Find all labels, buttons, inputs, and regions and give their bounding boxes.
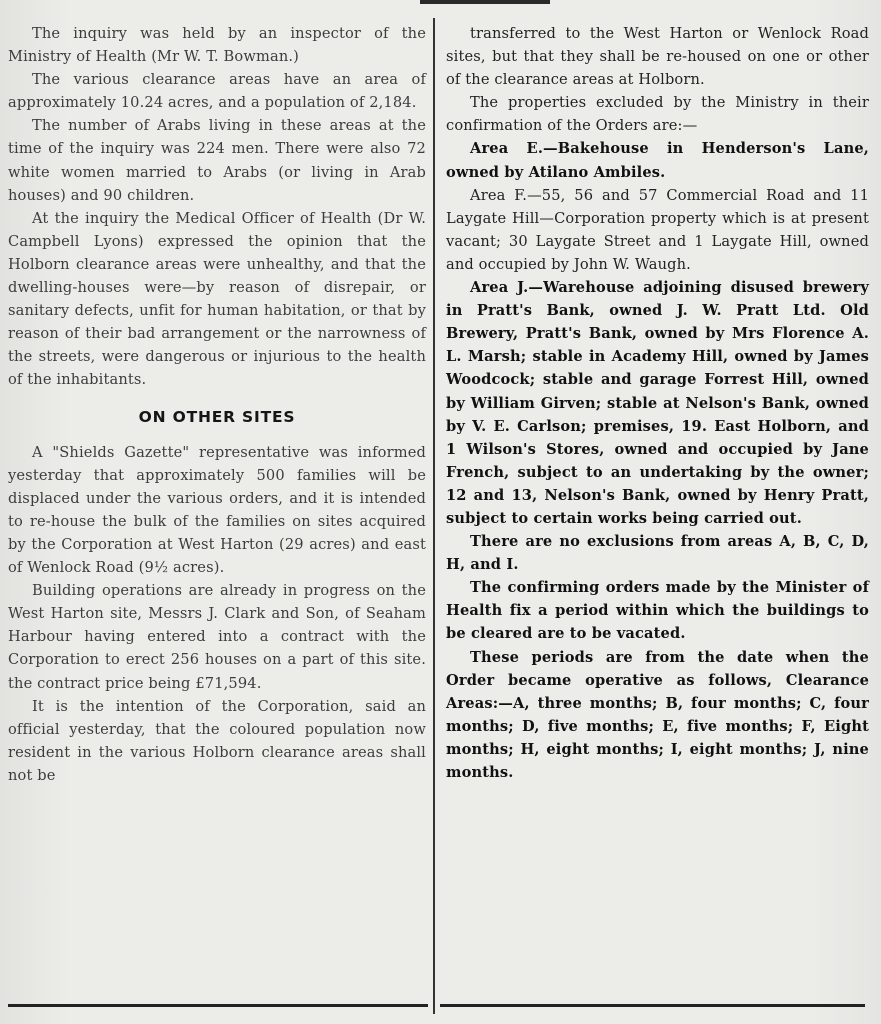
bottom-rule-right [440,1004,865,1007]
paragraph-periods: These periods are from the date when the Order became operative as follows, Clearance Areas:—A, three months; B, four months; C, four months; D, five months; E, five months; F, Eight months; H, eight months; I, eight months; J, nine months. [446,648,869,781]
paragraph-inquiry: The inquiry was held by an inspector of the Ministry of Health (Mr W. T. Bowman.) [8,25,426,66]
paragraph-building-operations: Building operations are already in progress on the West Harton site, Messrs J. Clark and Son, of Seaham Harbour having entered into a contract with the Corporation to erect 256 houses on a part of this site. the contract price being £71,594. [8,582,426,692]
bottom-rule-left [8,1004,428,1007]
top-rule [420,0,550,4]
right-column [446,22,869,784]
paragraph-area-f: Area F.—55, 56 and 57 Commercial Road and 11 Laygate Hill—Corporation property which is at present vacant; 30 Laygate Street and 1 Laygate Hill, owned and occupied by John W. Waugh. [446,186,869,273]
paragraph-clearance-areas: The various clearance areas have an area of approximately 10.24 acres, and a population of 2,184. [8,71,426,112]
paragraph-area-e: Area E.—Bakehouse in Henderson's Lane, owned by Atilano Ambiles. [446,140,869,181]
paragraph-no-exclusions: There are no exclusions from areas A, B, C, D, H, and I. [446,533,869,574]
column-divider [433,18,435,1014]
paragraph-area-j: Area J.—Warehouse adjoining disused brewery in Pratt's Bank, owned J. W. Pratt Ltd. Old Brewery, Pratt's Bank, owned by Mrs Florence A. L. Marsh; stable in Academy Hill, owned by James Woodcock; stable and garage Forrest Hill, owned by William Girven; stable at Nelson's Bank, owned by V. E. Carlson; premises, 19. East Holborn, and 1 Wilson's Stores, owned and occupied by Jane French, subject to an undertaking by the owner; 12 and 13, Nelson's Bank, owned by Henry Pratt, subject to certain works being carried out. [446,279,869,527]
paragraph-corporation-intention: It is the intention of the Corporation, said an official yesterday, that the coloured population now resident in the various Holborn clearance areas shall not be [8,697,426,784]
paragraph-properties-excluded: The properties excluded by the Ministry in their confirmation of the Orders are:— [446,94,869,135]
paragraph-transferred: transferred to the West Harton or Wenlock Road sites, but that they shall be re-housed on one or other of the clearance areas at Holborn. [446,25,869,89]
paragraph-gazette: A "Shields Gazette" representative was informed yesterday that approximately 500 families will be displaced under the various orders, and it is intended to re-house the bulk of the families on sites acquired by the Corporation at West Harton (29 acres) and east of Wenlock Road (9½ acres). [8,443,426,577]
paragraph-arabs: The number of Arabs living in these areas at the time of the inquiry was 224 men. There were also 72 white women married to Arabs (or living in Arab houses) and 90 children. [8,117,426,204]
paragraph-medical-officer: At the inquiry the Medical Officer of Health (Dr W. Campbell Lyons) expressed the opinion that the Holborn clearance areas were unhealthy, and that the dwelling-houses were—by reason of disrepair, or sanitary defects, unfit for human habitation, or that by reason of their bad arrangement or the narrowness of the streets, were dangerous or injurious to the health of the inhabitants. [8,209,426,389]
paragraph-confirming-orders: The confirming orders made by the Minister of Health fix a period within which the buildings to be cleared are to be vacated. [446,579,869,643]
subheading-other-sites: ON OTHER SITES [138,407,296,426]
left-column [8,22,426,787]
